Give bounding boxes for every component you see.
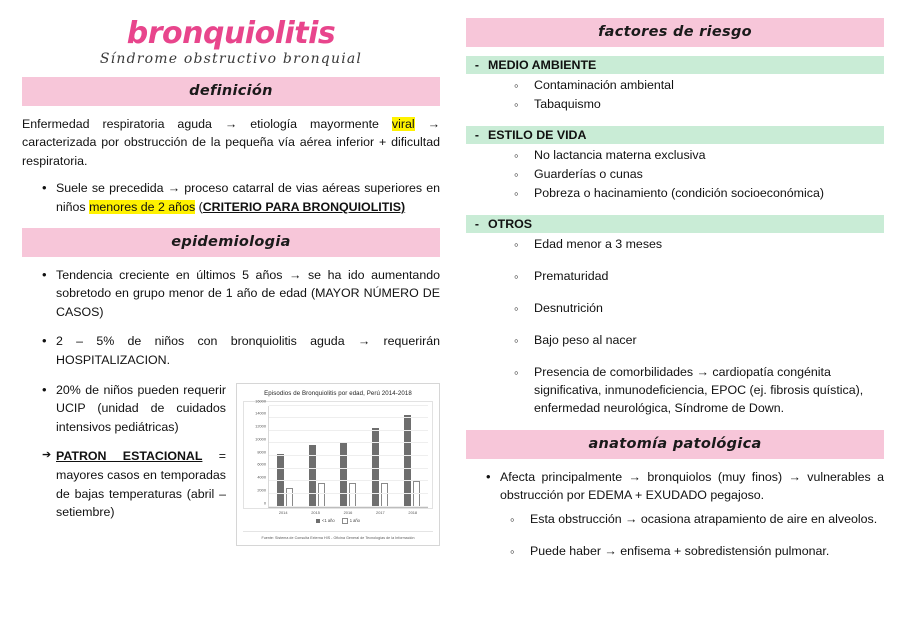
list-item: ◦ Presencia de comorbilidades → cardiopatía congénita significativa, inmunodeficiencia, EPOC (ej. fibrosis quística), enfermedad neurológica, Síndrome de Down. xyxy=(514,364,884,418)
patron-estacional-label: PATRON ESTACIONAL xyxy=(56,449,203,464)
chart-x-tick-label: 2014 xyxy=(278,509,288,515)
page-subtitle: Síndrome obstructivo bronquial xyxy=(99,50,363,67)
chart-x-tick-label: 2018 xyxy=(408,509,418,515)
chart-x-axis xyxy=(263,509,433,515)
chart-y-axis xyxy=(248,398,268,508)
risk-group-list xyxy=(466,147,884,203)
list-item: ◦ Guarderías o cunas xyxy=(514,166,884,184)
section-header-factores-riesgo: factores de riesgo xyxy=(466,18,884,47)
dash-marker: - xyxy=(474,127,480,142)
list-item: • 2 – 5% de niños con bronquiolitis aguda → requerirán HOSPITALIZACION. xyxy=(42,332,440,369)
risk-group-title: ESTILO DE VIDA xyxy=(488,127,587,142)
chart-plot-area xyxy=(268,406,428,508)
chart-bar-group xyxy=(372,406,388,507)
chart-gridline xyxy=(269,417,428,418)
chart-bar-group xyxy=(277,406,293,507)
chart-bar xyxy=(309,445,316,507)
risk-group-list xyxy=(466,77,884,114)
chart-legend-item xyxy=(316,518,335,524)
chart-y-tick-label: 14000 xyxy=(255,410,266,416)
list-item: ◦ Tabaquismo xyxy=(514,96,884,114)
epidemiologia-chart-flow xyxy=(22,381,440,540)
list-item: ◦ Pobreza o hacinamiento (condición socioeconómica) xyxy=(514,185,884,203)
list-item: ◦ Bajo peso al nacer xyxy=(514,332,884,350)
chart-y-tick-label: 6000 xyxy=(257,461,266,467)
bullet-text-1: Suele se precedida → proceso catarral de vias aéreas superiores en niños xyxy=(56,181,440,214)
risk-group-header xyxy=(466,56,884,74)
section-header-anatomia: anatomía patológica xyxy=(466,430,884,459)
chart-x-tick-label: 2016 xyxy=(343,509,353,515)
list-item: ◦ Edad menor a 3 meses xyxy=(514,236,884,254)
chart-y-tick-label: 0 xyxy=(263,500,266,506)
chart-gridline xyxy=(269,430,428,431)
list-item: ◦ No lactancia materna exclusiva xyxy=(514,147,884,165)
definicion-text-2: → caracterizada por obstrucción de la pequeña vía aérea inferior + dificultad respiratoria. xyxy=(22,116,440,168)
highlight-menores-2-anos: menores de 2 años xyxy=(89,199,196,214)
chart-gridline xyxy=(269,405,428,406)
chart-gridline xyxy=(269,442,428,443)
chart-source-note: Fuente: Sistema de Consulta Externa HIS - Oficina General de Tecnologías de la Información xyxy=(243,531,433,540)
risk-group-header xyxy=(466,126,884,144)
risk-group-title: MEDIO AMBIENTE xyxy=(488,58,597,72)
chart-title: Episodios de Bronquiolitis por edad, Perú 2014-2018 xyxy=(264,389,412,397)
list-item xyxy=(42,179,440,216)
list-item: ◦ Desnutrición xyxy=(514,300,884,318)
chart-bar-group xyxy=(404,406,420,507)
chart-y-tick-label: 12000 xyxy=(255,423,266,429)
chart-x-tick-label: 2015 xyxy=(311,509,320,515)
chart-bar xyxy=(340,442,347,507)
chart-gridline xyxy=(269,455,428,456)
page-title: bronquiolitis xyxy=(126,16,336,51)
chart-y-tick-label: 2000 xyxy=(257,487,266,493)
risk-group-header xyxy=(466,215,884,233)
chart-y-tick-label: 10000 xyxy=(255,436,266,442)
chart-bar xyxy=(381,483,388,507)
section-header-epidemiologia: epidemiologia xyxy=(22,228,440,257)
highlight-viral: viral xyxy=(391,116,415,131)
patron-estacional-text: = mayores casos en temporadas de bajas temperaturas (abril – setiembre) xyxy=(56,449,226,520)
anatomia-bullet-list xyxy=(466,468,884,505)
chart-gridline xyxy=(269,506,428,507)
chart-y-tick-label: 4000 xyxy=(257,474,266,480)
chart-y-tick-label: 8000 xyxy=(257,449,266,455)
chart-legend xyxy=(243,518,433,524)
list-item: • 20% de niños pueden requerir UCIP (unidad de cuidados intensivos pediátricas) xyxy=(42,381,246,437)
chart-gridline xyxy=(269,480,428,481)
chart-legend-label: 1 año xyxy=(349,518,360,524)
list-item: • Tendencia creciente en últimos 5 años → se ha ido aumentando sobretodo en grupo menor de 1 año de edad (MAYOR NÚMERO DE CASOS) xyxy=(42,266,440,322)
definicion-text-1: Enfermedad respiratoria aguda → etiología mayormente xyxy=(22,116,392,131)
epidemiologia-bullet-list-top xyxy=(22,266,440,370)
title-block xyxy=(22,18,440,67)
section-header-definicion: definición xyxy=(22,77,440,106)
right-column xyxy=(466,18,884,630)
chart-y-tick-label: 16000 xyxy=(255,398,266,404)
chart-legend-swatch xyxy=(342,518,348,524)
list-item-patron-estacional xyxy=(42,447,246,521)
chart-gridline xyxy=(269,493,428,494)
chart-bars xyxy=(269,406,428,507)
dash-marker: - xyxy=(474,216,480,231)
bronquiolitis-chart xyxy=(236,383,440,546)
chart-plot-box xyxy=(243,398,433,509)
bullet-text-2: ( xyxy=(195,199,203,214)
chart-bar-group xyxy=(309,406,325,507)
criterio-bronquiolitis: CRITERIO PARA BRONQUIOLITIS) xyxy=(202,199,406,214)
chart-legend-swatch xyxy=(316,519,320,523)
chart-bar xyxy=(286,488,293,506)
list-item: • Afecta principalmente → bronquiolos (muy finos) → vulnerables a obstrucción por EDEMA + EXUDADO pegajoso. xyxy=(486,468,884,505)
list-item: ◦ Puede haber → enfisema + sobredistensión pulmonar. xyxy=(510,543,884,561)
definicion-paragraph xyxy=(22,115,440,171)
chart-bar xyxy=(318,483,325,506)
chart-gridline xyxy=(269,468,428,469)
chart-bar-group xyxy=(340,406,356,507)
chart-legend-item xyxy=(342,518,360,524)
risk-group-list xyxy=(466,236,884,418)
chart-bar xyxy=(349,483,356,507)
risk-group-title: OTROS xyxy=(488,216,533,231)
left-column xyxy=(22,18,440,630)
anatomia-sub-list xyxy=(466,511,884,561)
list-item: ◦ Contaminación ambiental xyxy=(514,77,884,95)
dash-marker: - xyxy=(474,58,480,72)
factores-riesgo-groups xyxy=(466,56,884,418)
chart-x-tick-label: 2017 xyxy=(376,509,385,515)
list-item: ◦ Esta obstrucción → ocasiona atrapamiento de aire en alveolos. xyxy=(510,511,884,529)
list-item: ◦ Prematuridad xyxy=(514,268,884,286)
definicion-bullet-list xyxy=(22,179,440,216)
chart-legend-label: <1 año xyxy=(322,518,335,524)
